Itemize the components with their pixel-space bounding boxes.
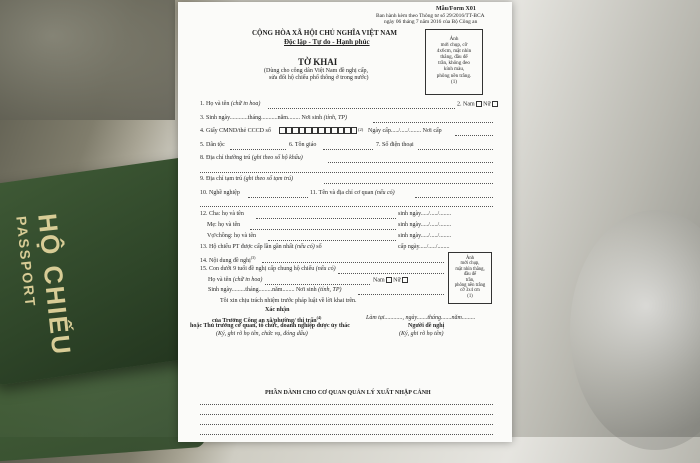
field-phone: 7. Số điện thoại — [376, 142, 414, 148]
photo-box-child — [448, 252, 492, 304]
father-name-input[interactable] — [256, 218, 396, 219]
photo-caption: mới chụp, — [460, 261, 480, 267]
workplace-input[interactable] — [415, 197, 493, 198]
photo-caption: kính màu, — [443, 66, 465, 73]
field-ethnicity: 5. Dân tộc — [200, 142, 225, 148]
form-code: Mẫu/Form X01 — [436, 6, 476, 12]
background-corner — [0, 0, 175, 120]
permanent-address-input[interactable] — [328, 162, 493, 163]
official-line[interactable] — [200, 434, 493, 435]
field-request — [200, 255, 256, 264]
ethnicity-input[interactable] — [230, 149, 286, 150]
official-line[interactable] — [200, 404, 493, 405]
photo-caption: Ảnh — [465, 256, 475, 261]
id-digit-box[interactable] — [351, 127, 358, 134]
label-text: Nơi sinh — [301, 115, 323, 121]
field-temporary-address — [200, 176, 293, 182]
previous-passport-date: cấp ngày...../...../........ — [398, 244, 450, 250]
form-title: TỜ KHAI — [298, 57, 338, 67]
father-birth: sinh ngày...../...../........ — [398, 211, 452, 217]
label-text: ngày — [405, 315, 417, 321]
section-header: PHẦN DÀNH CHO CƠ QUAN QUẢN LÝ XUẤT NHẬP CẢNH — [265, 390, 431, 396]
id-sup: (2) — [358, 127, 364, 132]
hint-text: (chữ in hoa) — [230, 101, 261, 107]
hint-text: (chữ in hoa) — [232, 277, 263, 283]
label-text: sinh ngày — [398, 222, 421, 228]
label-text: Ngày cấp — [368, 128, 391, 134]
label-text: tháng — [427, 315, 442, 321]
declaration: Tôi xin chịu trách nhiệm trước pháp luật về lời khai trên. — [220, 298, 357, 304]
motto: Độc lập - Tự do - Hạnh phúc — [284, 38, 370, 46]
issued-line-2: ngày 06 tháng 7 năm 2016 của Bộ Công an — [384, 19, 478, 25]
hint-text: (tỉnh, TP) — [318, 287, 342, 293]
label-text: cấp ngày — [398, 244, 420, 250]
hint-text: (ghi theo sổ tạm trú) — [243, 176, 293, 182]
label-text: 13. Hộ chiếu PT được cấp lần gần nhất — [200, 244, 294, 250]
child-name-label — [208, 277, 262, 283]
sup-text: (4) — [316, 315, 322, 320]
label-text: Họ và tên — [208, 277, 232, 283]
full-name-input[interactable] — [268, 108, 455, 109]
label-text: Nơi sinh — [295, 287, 317, 293]
photo-caption: 4x6cm, mặt nhìn — [436, 48, 472, 55]
label-text: Làm tại — [366, 315, 385, 321]
confirm-line-3: (Ký, ghi rõ họ tên, chức vụ, đóng dấu) — [216, 331, 308, 337]
photo-box-applicant — [425, 29, 483, 95]
hint-text: (tỉnh, TP) — [323, 115, 347, 121]
mother-name-input[interactable] — [250, 229, 396, 230]
issued-line-1: Ban hành kèm theo Thông tư số 29/2016/TT-BCA — [376, 13, 485, 19]
photo-caption: phông nền trắng. — [436, 72, 472, 79]
glass-object — [570, 210, 700, 450]
birth-place-input[interactable] — [373, 122, 493, 123]
label-text: 3. Sinh ngày — [200, 115, 230, 121]
label-text: Nơi cấp — [422, 128, 442, 134]
label-text: 11. Tên và địa chỉ cơ quan — [310, 190, 374, 196]
label-text: 15. Con dưới 9 tuổi đề nghị cấp chung hộ chiếu — [200, 266, 315, 272]
hint-text: (ghi theo sổ hộ khẩu) — [251, 155, 303, 161]
field-mother: Mẹ: họ và tên — [207, 222, 241, 228]
hint-text: (nếu có) — [374, 190, 395, 196]
photo-caption: (1) — [451, 78, 457, 85]
passport-cover-subtitle: PASSPORT — [13, 215, 39, 309]
official-line[interactable] — [200, 414, 493, 415]
female-checkbox[interactable] — [492, 101, 498, 107]
field-birth-label: 3. Sinh ngày............tháng...........năm........ Nơi sinh (tỉnh, TP) — [200, 115, 347, 121]
label-text: 9. Địa chỉ tạm trú — [200, 176, 243, 182]
photo-caption: thẳng, đầu để — [440, 54, 468, 61]
male-checkbox[interactable] — [476, 101, 482, 107]
child-input[interactable] — [338, 273, 444, 274]
field-child — [200, 266, 336, 272]
field-full-name-label — [200, 101, 260, 107]
photo-caption: mới chụp, cỡ — [440, 42, 468, 49]
place-date-line: Làm tại............, ngày.......tháng.......năm......... — [366, 315, 476, 321]
mother-birth: sinh ngày...../...../........ — [398, 222, 452, 228]
field-occupation: 10. Nghề nghiệp — [200, 190, 240, 196]
applicant-hint: (Ký, ghi rõ họ tên) — [399, 331, 444, 337]
request-input[interactable] — [262, 262, 444, 263]
form-subtitle-2: sửa đổi hộ chiếu phổ thông ở trong nước) — [269, 75, 369, 81]
photo-caption: mặt nhìn thẳng, — [455, 266, 485, 272]
sup-text: (3) — [250, 255, 256, 260]
label-text: năm — [451, 315, 462, 321]
photo-caption: (1) — [467, 293, 473, 299]
field-spouse: Vợ/chồng: họ và tên — [207, 233, 256, 239]
passport-cover-title: HỘ CHIẾU — [32, 212, 77, 358]
confirm-title: Xác nhận — [265, 307, 290, 313]
field-previous-passport — [200, 244, 322, 250]
nation-title: CỘNG HÒA XÃ HỘI CHỦ NGHĨA VIỆT NAM — [252, 29, 398, 37]
official-line[interactable] — [200, 424, 493, 425]
field-gender — [457, 101, 498, 107]
child-female-checkbox[interactable] — [402, 277, 408, 283]
label-text: Sinh ngày — [208, 287, 232, 293]
child-gender — [373, 277, 408, 283]
child-name-input[interactable] — [265, 284, 370, 285]
label-text: Nữ — [483, 101, 491, 108]
label-text: 8. Địa chỉ thường trú — [200, 155, 251, 161]
label-text: tháng — [247, 115, 262, 121]
child-birth-place-input[interactable] — [358, 294, 444, 295]
photo-caption: đầu để — [463, 272, 477, 278]
field-religion: 6. Tôn giáo — [289, 142, 317, 148]
hint-text: (nếu có) — [294, 244, 315, 250]
label-text: năm — [272, 287, 283, 293]
label-text: 1. Họ và tên — [200, 101, 230, 107]
form-subtitle-1: (Dùng cho công dân Việt Nam đề nghị cấp, — [264, 68, 369, 74]
field-father: 12. Cha: họ và tên — [200, 211, 244, 217]
label-text: 2. Nam — [457, 101, 475, 108]
photo-caption: trần, không đeo — [438, 60, 470, 67]
field-workplace — [310, 190, 395, 196]
spouse-name-input[interactable] — [268, 240, 396, 241]
label-text: sinh ngày — [398, 211, 421, 217]
confirm-line-2: hoặc Thủ trưởng cơ quan, tổ chức, doanh nghiệp được ủy thác — [190, 323, 350, 329]
occupation-input[interactable] — [248, 197, 308, 198]
label-text: của Trưởng Công an xã/phường/ thị trấn — [212, 318, 317, 324]
spouse-birth: sinh ngày...../...../........ — [398, 233, 452, 239]
label-text: Nam — [373, 277, 385, 284]
workplace-line2[interactable] — [200, 206, 493, 207]
photo-caption: cỡ 3x4 cm — [460, 288, 480, 294]
phone-input[interactable] — [418, 149, 493, 150]
label-text: 14. Nội dung đề nghị — [200, 258, 251, 264]
photo-caption: phông nền trắng — [454, 283, 486, 289]
label-text: năm — [277, 115, 288, 121]
field-permanent-address — [200, 155, 303, 161]
permanent-address-line2[interactable] — [200, 172, 493, 173]
field-id-label: 4. Giấy CMND/thẻ CCCD số — [200, 128, 271, 134]
id-place-input[interactable] — [455, 135, 493, 136]
label-text: Nữ — [393, 277, 401, 284]
child-male-checkbox[interactable] — [386, 277, 392, 283]
photo-caption: trần, — [465, 277, 475, 283]
label-text: sinh ngày — [398, 233, 421, 239]
applicant-title: Người đề nghị — [408, 323, 445, 329]
photo-caption: Ảnh — [449, 36, 459, 42]
id-date-label: Ngày cấp...../...../........ Nơi cấp — [368, 128, 442, 134]
form-paper — [178, 2, 512, 442]
temporary-address-input[interactable] — [324, 183, 493, 184]
hint-text: (nếu có) — [315, 266, 336, 272]
label-text: số — [316, 244, 322, 250]
child-birth-label: Sinh ngày.........tháng.........năm........ Nơi sinh (tỉnh, TP) — [208, 287, 342, 293]
label-text: tháng — [245, 287, 259, 293]
religion-input[interactable] — [323, 149, 373, 150]
